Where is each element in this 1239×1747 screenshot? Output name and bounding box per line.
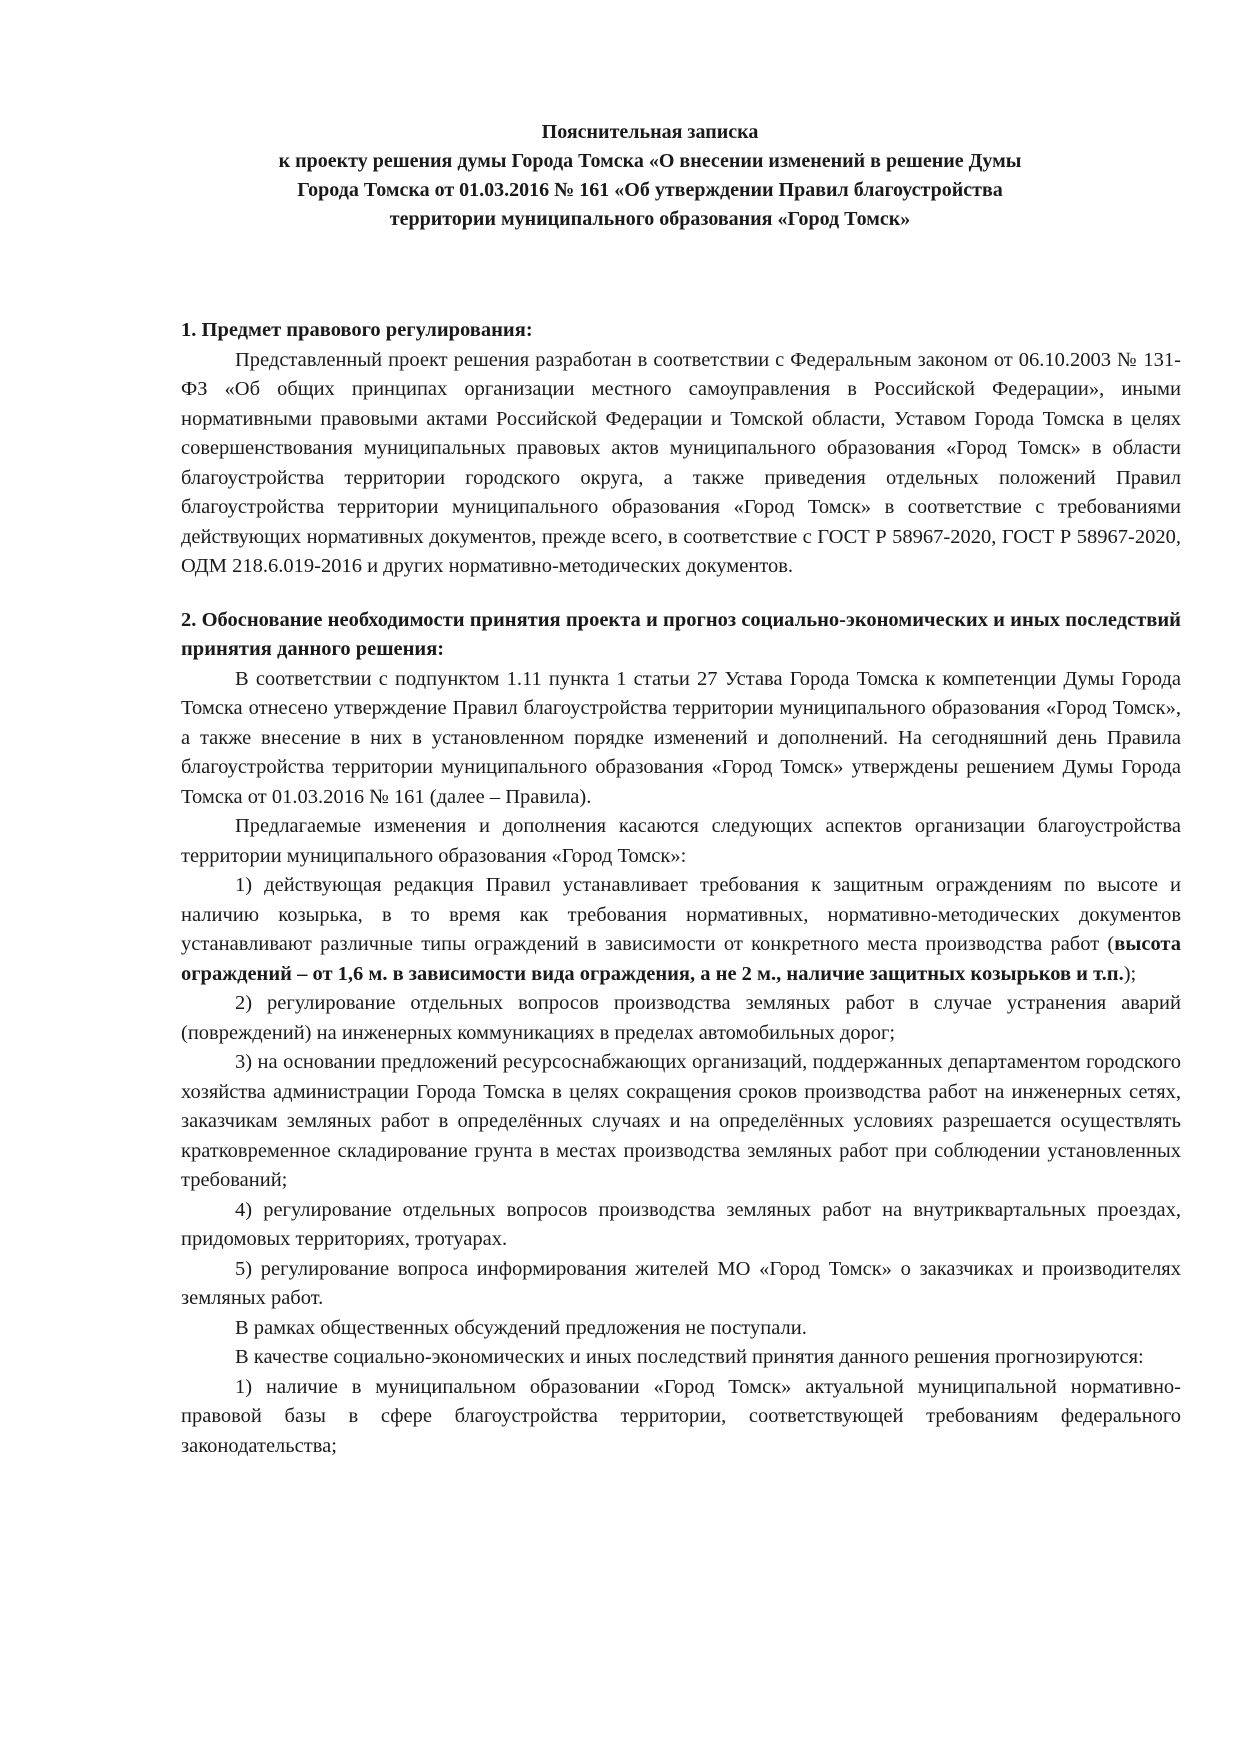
list-item-text: 1) действующая редакция Правил устанавливает требования к защитным ограждениям по высоте и наличию козырька, в то время как требования нормативных, нормативно-методических документов устанавливают различные типы ограждений в зависимости от конкретного места производства работ ( [181,874,1181,955]
section-2-heading: 2. Обоснование необходимости принятия проекта и прогноз социально-экономических и иных последствий принятия данного решения: [181,608,1181,660]
title-line: территории муниципального образования «Город Томск» [389,208,911,230]
document-title [150,118,1150,234]
list-item-end: ); [1123,962,1137,985]
section-1-heading: 1. Предмет правового регулирования: [181,319,533,341]
list-item: 4) регулирование отдельных вопросов производства земляных работ на внутриквартальных проездах, придомовых территориях, тротуарах. [181,1198,1181,1250]
title-line: Пояснительная записка [541,121,759,143]
section-1-paragraph: Представленный проект решения разработан в соответствии с Федеральным законом от 06.10.2003 № 131-ФЗ «Об общих принципах организации местного самоуправления в Российской Федерации», иными нормативными правовыми актами Российской Федерации и Томской области, Уставом Города Томска в целях совершенствования муниципальных правовых актов муниципального образования «Город Томск» в области благоустройства территории городского округа, а также приведения отдельных положений Правил благоустройства территории муниципального образования «Город Томск» в соответствие с требованиями действующих нормативных документов, прежде всего, в соответствие с ГОСТ Р 58967-2020, ГОСТ Р 58967-2020, ОДМ 218.6.019-2016 и других нормативно-методических документов. [181,348,1181,577]
list-item: 3) на основании предложений ресурсоснабжающих организаций, поддержанных департаментом городского хозяйства администрации Города Томска в целях сокращения сроков производства работ на инженерных сетях, заказчикам земляных работ в определённых случаях и на определённых условиях разрешается осуществлять кратковременное складирование грунта в местах производства земляных работ при соблюдении установленных требований; [181,1051,1181,1191]
title-line: к проекту решения думы Города Томска «О внесении изменений в решение Думы [278,150,1022,172]
title-line: Города Томска от 01.03.2016 № 161 «Об утверждении Правил благоустройства [297,179,1003,201]
paragraph: В рамках общественных обсуждений предложения не поступали. [235,1316,807,1339]
list-item [181,871,1181,989]
paragraph: Предлагаемые изменения и дополнения касаются следующих аспектов организации благоустройства территории муниципального образования «Город Томск»: [181,815,1181,867]
document-body [181,316,1181,1461]
list-item: 5) регулирование вопроса информирования жителей МО «Город Томск» о заказчиках и производителях земляных работ. [181,1257,1181,1309]
paragraph: В качестве социально-экономических и иных последствий принятия данного решения прогнозируются: [235,1346,1144,1368]
list-item: 1) наличие в муниципальном образовании «Город Томск» актуальной муниципальной нормативно-правовой базы в сфере благоустройства территории, соответствующей требованиям федерального законодательства; [181,1375,1181,1457]
list-item: 2) регулирование отдельных вопросов производства земляных работ в случае устранения аварий (повреждений) на инженерных коммуникациях в пределах автомобильных дорог; [181,992,1181,1044]
list-item-bold: высота ограждений – от 1,6 м. в зависимости вида ограждения, а не 2 м., наличие защитных козырьков и т.п. [181,933,1181,985]
paragraph: В соответствии с подпунктом 1.11 пункта 1 статьи 27 Устава Города Томска к компетенции Думы Города Томска отнесено утверждение Правил благоустройства территории муниципального образования «Город Томск», а также внесение в них в установленном порядке изменений и дополнений. На сегодняшний день Правила благоустройства территории муниципального образования «Город Томск» утверждены решением Думы Города Томска от 01.03.2016 № 161 (далее – Правила). [181,667,1181,808]
